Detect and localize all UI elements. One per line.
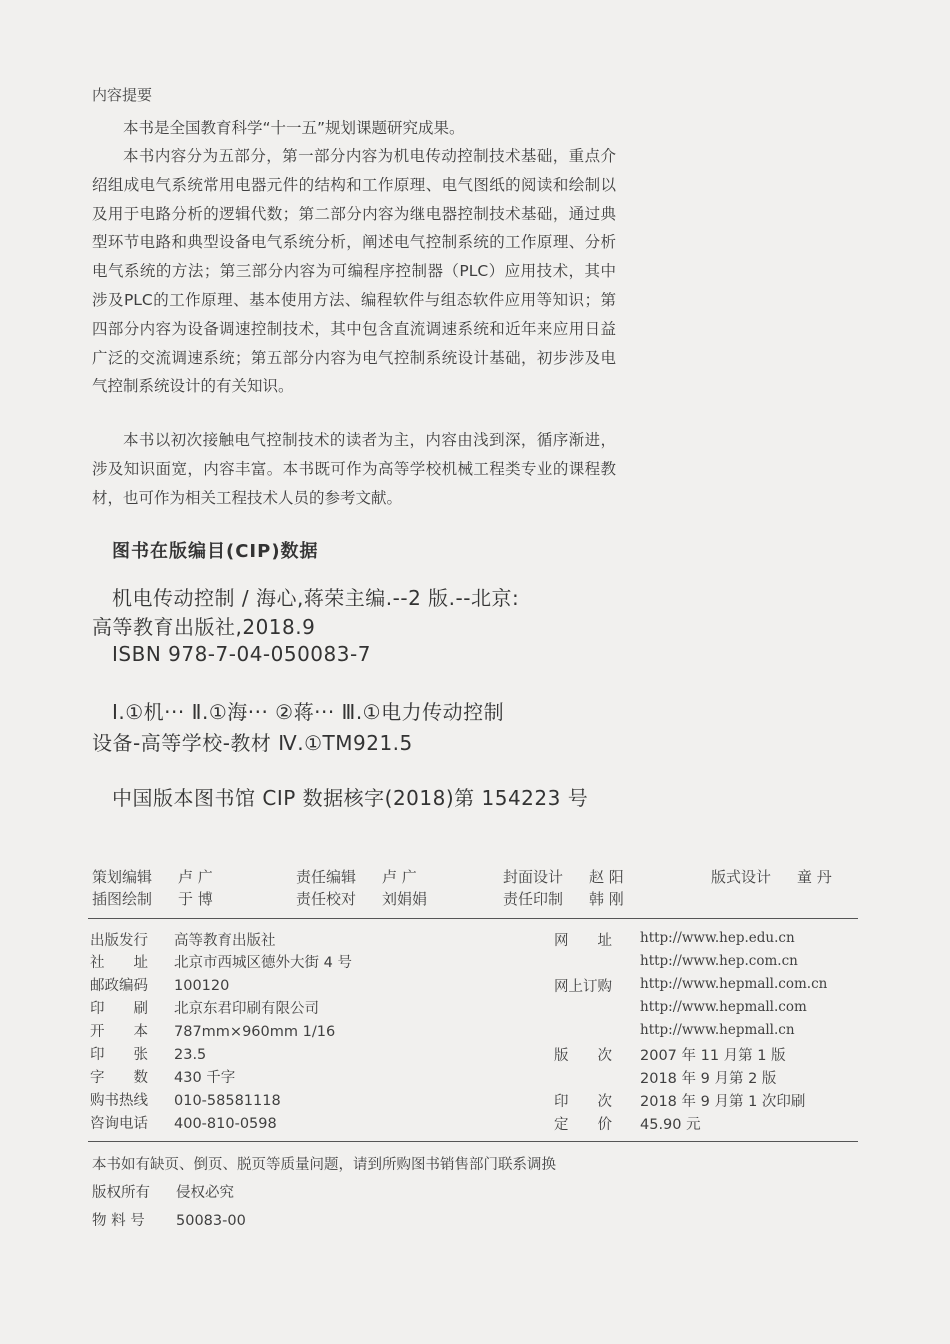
pub-inquiry-phone xyxy=(90,1112,277,1133)
credit-label: 插图绘制 xyxy=(92,890,153,908)
divider-bottom xyxy=(88,1141,858,1142)
material-label: 物 料 号 xyxy=(92,1213,145,1229)
credit-label: 责任编辑 xyxy=(296,868,357,886)
pub-label: 出版发行 xyxy=(90,933,148,949)
cip-isbn-line: ISBN 978-7-04-050083-7 xyxy=(112,642,371,666)
credit-value: 于 博 xyxy=(178,890,213,908)
cip-subject-line-2: 设备-高等学校-教材 Ⅳ.①TM921.5 xyxy=(92,731,413,755)
credit-cover-design xyxy=(503,866,624,887)
copyright-line xyxy=(92,1181,234,1202)
pub-label: 邮政编码 xyxy=(90,978,148,994)
credit-responsible-editor xyxy=(296,866,417,887)
pub-printer xyxy=(90,997,319,1018)
price-value: 45.90 元 xyxy=(640,1117,701,1133)
credit-label: 版式设计 xyxy=(711,868,772,886)
pub-publisher xyxy=(90,929,276,950)
pub-address xyxy=(90,951,352,972)
divider-top xyxy=(88,918,858,919)
website-link-1[interactable]: http://www.hep.edu.cn xyxy=(640,930,795,946)
pub-postcode xyxy=(90,974,229,995)
pub-label: 社 址 xyxy=(90,955,148,971)
summary-paragraph-2: 本书内容分为五部分，第一部分内容为机电传动控制技术基础，重点介绍组成电气系统常用电器元件的结构和工作原理、电气图纸的阅读和绘制以及用于电路分析的逻辑代数；第二部分内容为继电器控制技术基础，通过典型环节电路和典型设备电气系统分析，阐述电气控制系统的工作原理、分析电气系统的方法；第三部分内容为可编程序控制器（PLC）应用技术，其中涉及PLC的工作原理、基本使用方法、编程软件与组态软件应用等知识；第四部分内容为设备调速控制技术，其中包含直流调速系统和近年来应用日益广泛的交流调速系统；第五部分内容为电气控制系统设计基础，初步涉及电气控制系统设计的有关知识。 xyxy=(92,147,616,396)
cip-heading: 图书在版编目(CIP)数据 xyxy=(112,541,319,562)
pub-value: 23.5 xyxy=(174,1047,207,1063)
pub-value: 100120 xyxy=(174,978,230,994)
cip-title-line: 机电传动控制 / 海心,蒋荣主编.--2 版.--北京: xyxy=(112,586,520,610)
pub-label: 印 张 xyxy=(90,1047,148,1063)
website-label: 网 址 xyxy=(554,933,612,949)
pub-purchase-hotline xyxy=(90,1089,281,1110)
pub-label: 购书热线 xyxy=(90,1093,148,1109)
credit-label: 责任校对 xyxy=(296,890,357,908)
credit-value: 卢 广 xyxy=(382,868,417,886)
pub-label: 开 本 xyxy=(90,1024,148,1040)
credit-value: 童 丹 xyxy=(797,868,832,886)
summary-paragraph-1: 本书是全国教育科学“十一五”规划课题研究成果。 xyxy=(123,119,465,137)
credit-label: 封面设计 xyxy=(503,868,564,886)
credit-layout-design xyxy=(711,866,832,887)
credit-value: 韩 刚 xyxy=(589,890,624,908)
material-number-line xyxy=(92,1209,246,1230)
pub-word-count xyxy=(90,1066,235,1087)
pub-value: 北京东君印刷有限公司 xyxy=(174,1001,319,1017)
credit-proofreading xyxy=(296,888,427,909)
pub-sheets xyxy=(90,1043,206,1064)
pub-label: 字 数 xyxy=(90,1070,148,1086)
pub-value: 010-58581118 xyxy=(174,1093,281,1109)
cip-publisher-line: 高等教育出版社,2018.9 xyxy=(92,615,316,639)
edition-1: 2007 年 11 月第 1 版 xyxy=(640,1048,786,1064)
summary-paragraph-3: 本书以初次接触电气控制技术的读者为主，内容由浅到深，循序渐进，涉及知识面宽，内容丰富。本书既可作为高等学校机械工程类专业的课程教材，也可作为相关工程技术人员的参考文献。 xyxy=(92,431,616,507)
order-link-1[interactable]: http://www.hepmall.com.cn xyxy=(640,976,828,992)
credit-planning-editor xyxy=(92,866,213,887)
quality-notice: 本书如有缺页、倒页、脱页等质量问题，请到所购图书销售部门联系调换 xyxy=(92,1157,556,1173)
pub-value: 787mm×960mm 1/16 xyxy=(174,1024,336,1040)
credit-printing-supervisor xyxy=(503,888,624,909)
edition-label: 版 次 xyxy=(554,1048,612,1064)
pub-format xyxy=(90,1020,335,1041)
credit-value: 卢 广 xyxy=(178,868,213,886)
price-label: 定 价 xyxy=(554,1117,612,1133)
pub-value: 430 千字 xyxy=(174,1070,236,1086)
online-order-label: 网上订购 xyxy=(554,979,612,995)
website-link-2[interactable]: http://www.hep.com.cn xyxy=(640,953,798,969)
credit-label: 策划编辑 xyxy=(92,868,153,886)
credit-value: 赵 阳 xyxy=(589,868,624,886)
copyright-value: 侵权必究 xyxy=(176,1185,234,1201)
material-value: 50083-00 xyxy=(176,1213,246,1229)
pub-value: 400-810-0598 xyxy=(174,1116,277,1132)
credit-illustration xyxy=(92,888,213,909)
copyright-label: 版权所有 xyxy=(92,1185,150,1201)
printing-value: 2018 年 9 月第 1 次印刷 xyxy=(640,1094,806,1110)
credit-value: 刘娟娟 xyxy=(382,890,428,908)
credit-label: 责任印制 xyxy=(503,890,564,908)
order-link-3[interactable]: http://www.hepmall.cn xyxy=(640,1022,795,1038)
pub-label: 印 刷 xyxy=(90,1001,148,1017)
pub-value: 北京市西城区德外大街 4 号 xyxy=(174,955,352,971)
cip-subject-line-1: Ⅰ.①机··· Ⅱ.①海··· ②蒋··· Ⅲ.①电力传动控制 xyxy=(112,700,505,724)
pub-label: 咨询电话 xyxy=(90,1116,148,1132)
order-link-2[interactable]: http://www.hepmall.com xyxy=(640,999,807,1015)
cip-number-line: 中国版本图书馆 CIP 数据核字(2018)第 154223 号 xyxy=(112,786,589,810)
edition-2: 2018 年 9 月第 2 版 xyxy=(640,1071,777,1087)
printing-label: 印 次 xyxy=(554,1094,612,1110)
pub-value: 高等教育出版社 xyxy=(174,933,276,949)
summary-heading: 内容提要 xyxy=(92,86,153,104)
